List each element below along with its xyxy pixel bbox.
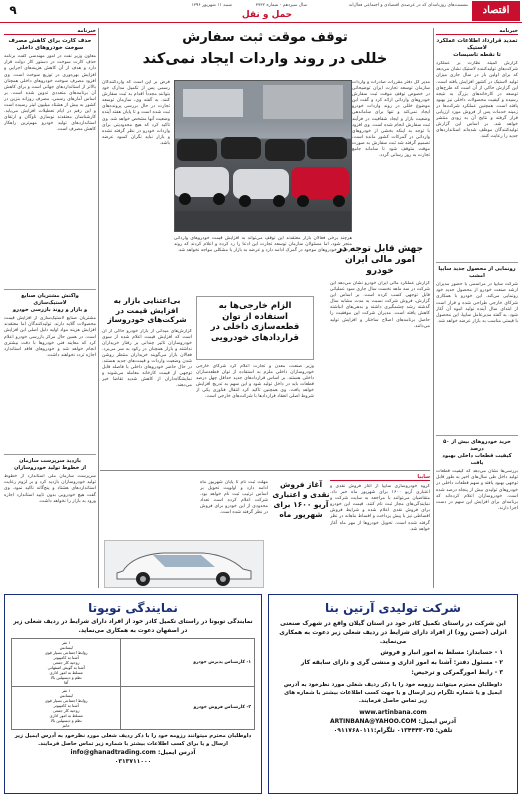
left-column-divider <box>98 28 99 588</box>
toyota-phone[interactable]: ۰۳۱۳۷۱۱۰۰۰ <box>114 758 152 765</box>
right-story2-body: شرکت سایپا در مراسمی با حضور مدیران ارشد صنعت خودرو از محصول جدید خود رونمایی می‌کند. این خودرو با همکاری شرکای خارجی طراحی شده و قرار است از ابتدای سال آینده تولید انبوه آن آغاز شود. به گفته مدیرعامل سایپا، این محصول با قیمتی مناسب به بازار عرضه خواهد شد. <box>436 282 518 324</box>
artin-note: داوطلبان محترم میتوانند رزومه خود را با ذکر ردیف شغلی مورد نظرخود به آدرس ایمیل و یا شماره تلگرام زیر ارسال و یا جهت کسب اطلاعات بیشتر با شماره های زیر تماس حاصل فرمایند. <box>283 682 503 704</box>
masthead-rule <box>0 22 522 23</box>
sale-title: آغاز فروش نقدی و اعتباری آریو ۱۶۰۰ برای شهریور ماه <box>272 480 330 519</box>
price-story <box>102 296 192 466</box>
artin-phone-label: تلفن: <box>435 727 453 734</box>
foreign-story <box>196 296 314 466</box>
toyota-email-label: آدرس ایمیل: <box>157 749 196 756</box>
artin-item-2: ۲ - مسئول دفتر: آشنا به امور اداری و منشی گری و دارای سابقه کار <box>300 659 503 666</box>
main-body-right: مدیر کل دفتر مقررات صادرات و واردات سازمان توسعه تجارت ایران توضیحاتی در خصوص توقف موقت ثبت سفارش خودروهای وارداتی ارائه کرد و گفت این موضوع خللی در روند واردات خودرو ایجاد نمی‌کند و تنها برای ساماندهی وضعیت بازار و ایجاد شفافیت در فرآیند ثبت سفارش انجام شده است. وی افزود با توجه به اینکه بخشی از خودروهای وارداتی در گمرکات کشور مانده است، تصمیم گرفته شد ثبت سفارش به صورت موقت متوقف شود تا سامانه جامع تجارت به روز رسانی گردد. <box>352 80 430 159</box>
ad-toyota <box>4 594 262 794</box>
artin-email[interactable]: ARTINBANA@YAHOO.COM <box>329 718 417 725</box>
section-name: حمل و نقل <box>241 10 293 20</box>
newspaper-logo: اقتصاد <box>472 1 520 21</box>
right-story3-sub: کیفیت قطعات داخلی بهبود یافت <box>442 453 512 467</box>
toyota-job-req: ۱ نفر لیسانس روابط اجتماعی بسیار قوی آشنا به کامپیوتر روحیه کار جمعی مسلط به امور اداری نظم و دیسیپلین بالا خانم <box>12 687 121 730</box>
main-body-left: فرض بر این است که واردکنندگان رسمی پس از تکمیل مدارک خود بتوانند مجدداً اقدام به ثبت سفارش کنند. به گفته وی، سازمان توسعه تجارت در حال بررسی پرونده‌های ثبت شده است و تا پایان هفته آینده وضعیت آنها مشخص خواهد شد. وی تاکید کرد که هیچ محدودیتی برای واردات خودرو در نظر گرفته نشده و بازار نباید نگران کمبود عرضه باشد. <box>102 80 170 146</box>
left-story2-title: واکنش مشتریان صنایع لاستیک‌سازی <box>21 293 79 307</box>
masthead-tagline: نشست‌های روزنامه‌ای که در عرصه‌ی اقتصادی و اجتماعی فعال‌اند <box>348 3 468 8</box>
artin-website[interactable]: www.artinbana.com <box>359 709 427 716</box>
attention-title: جهش قابل توجه در امور مالی ایران خودرو <box>336 244 423 276</box>
right-story1-sub: تا نقطه تاسیسات <box>453 52 501 59</box>
left-story1-sub: سوخت خودروهای داخلی <box>16 45 84 52</box>
artin-email-label: آدرس ایمیل: <box>418 718 457 725</box>
right-story3-title: خرید خودروهای بیش از ۵۰ درصد <box>443 439 511 453</box>
masthead <box>0 0 522 22</box>
toyota-job-role: ۱- کارشناس پذیرش خودرو <box>121 639 255 687</box>
foreign-title: الزام خارجی‌ها به استفاده از توان قطعه‌سازی داخلی در قراردادهای خودرویی <box>210 301 300 343</box>
artin-item-1: ۱ - حسابدار: مسلط به امور انبار و فروش <box>380 649 503 656</box>
toyota-email[interactable]: info@ghanadtrading.com <box>70 749 156 756</box>
foreign-title-box <box>196 296 314 360</box>
ad-artin-bana <box>268 594 518 794</box>
attention-body: گزارش عملکرد مالی ایران خودرو نشان می‌دهد این شرکت در سه ماهه نخست سال جاری سود عملیاتی قابل توجهی کسب کرده است. بر اساس این گزارش، فروش شرکت نسبت به مدت مشابه سال گذشته رشد چشمگیری داشته و بدهی‌های انباشته کاهش یافته است. مدیران شرکت این موفقیت را حاصل برنامه‌های اصلاح ساختار و افزایش تولید می‌دانند. <box>330 281 430 329</box>
sale-body: گروه خودروسازی سایپا از آغاز فروش نقدی و اعتباری آریو ۱۶۰۰ برای شهریور ماه خبر داد. متقاضیان می‌توانند با مراجعه به سایت شرکت و نمایندگی‌های مجاز ثبت نام کنند. قیمت این خودرو برای فروش نقدی اعلام شده و شرایط فروش اقساطی نیز با پیش پرداخت و اقساط ماهانه در نظر گرفته شده است. تحویل خودروها از مهر ماه آغاز خواهد شد. <box>330 484 430 532</box>
artin-intro: این شرکت در راستای تکمیل کادر خود در استان گیلان واقع در شهرک صنعتی انزلی (حسن رود) از افراد دارای شرایط در ردیف شغلی زیر دعوت به همکاری می‌نماید. <box>279 620 507 645</box>
left-story1-title: حذف کارت برای کاهش مصرف <box>8 38 92 45</box>
sale-news-label: سایپا <box>330 474 430 481</box>
main-headline: خللی در روند واردات ایجاد نمی‌کند <box>142 51 388 67</box>
left-section-label: خبرنامه <box>4 28 96 35</box>
price-title: بی‌اعتنایی بازار به افزایش قیمت در شرکت‌های خودروساز <box>107 296 187 324</box>
right-story2-title: رونمایی از محصول جدید سایپا امشب <box>438 266 516 280</box>
sale-body2: مهلت ثبت نام تا پایان شهریور ماه ادامه دارد و اولویت تحویل بر اساس ترتیب ثبت نام خواهد بود. شرکت اعلام کرده است تعداد محدودی از این خودرو برای فروش در نظر گرفته شده است. <box>200 480 268 516</box>
issue-info: سال سیزدهم - شماره ۳۷۳۲ <box>255 3 307 8</box>
right-story1-title: تمدید قرارداد اطلاعات عملکرد لاستیک <box>436 38 518 52</box>
right-story1-body: گزارش کمیته نظارت بر عملکرد شرکت‌های تولیدکننده لاستیک نشان می‌دهد که برای اولین بار در سال جاری میزان تولید لاستیک در کشور افزایش یافته است. این گزارش حاکی از آن است که طرح‌های توسعه در کارخانه‌های بزرگ به نتیجه رسیده و کیفیت محصولات داخلی نیز بهبود یافته است. همچنین عملکرد شرکت‌ها در زمینه خدمات پس از فروش مورد ارزیابی قرار گرفته و نتایج آن به زودی منتشر خواهد شد. بر اساس این گزارش تولیدکنندگان موظف شده‌اند استانداردهای جدید را رعایت کنند. <box>436 61 518 140</box>
left-story1-body: معاون وزیر نفت در امور مهندسی گفت برنامه حذف کارت سوخت در دستور کار دولت قرار دارد و هدف از آن کاهش هزینه‌های اجرایی و افزایش بهره‌وری در توزیع سوخت است. وی افزود مصرف سوخت خودروهای داخلی همچنان بالاتر از استانداردهای جهانی است و برای کاهش آن برنامه‌های متعددی تدوین شده است. بر اساس آمارهای رسمی، مصرف روزانه بنزین در کشور به بیش از هشتاد میلیون لیتر رسیده است و این رقم در ایام تعطیلات افزایش می‌یابد. کارشناسان معتقدند نوسازی ناوگان و ارتقای استانداردهای تولید خودرو مهم‌ترین راهکار کاهش مصرف است. <box>4 54 96 133</box>
left-story3-title: بازدید سرپرست سازمان <box>19 458 81 465</box>
page-number: ۹ <box>9 3 17 17</box>
cars-illustration <box>174 81 351 232</box>
right-column-divider <box>433 28 434 588</box>
artin-title: شرکت تولیدی آرتین بنا <box>325 601 461 615</box>
toyota-title: نمایندگی تویوتا <box>88 601 178 615</box>
main-kicker: توقف موقت ثبت سفارش <box>182 30 348 45</box>
toyota-job-row <box>12 687 255 730</box>
main-body-under: هرچند برخی فعالان بازار معتقدند این توقف می‌تواند به افزایش قیمت خودروهای وارداتی منجر شود، اما مسئولان سازمان توسعه تجارت این ادعا را رد کرده و اعلام کردند که روند ترخیص خودروهای موجود در گمرک ادامه دارد و عرضه به بازار با مشکلی مواجه نخواهد شد. <box>174 236 352 254</box>
toyota-job-role: ۲- کارشناس فروش خودرو <box>121 687 255 730</box>
right-section-label: خبرنامه <box>436 28 518 35</box>
right-story3-body: بررسی‌ها نشان می‌دهد که کیفیت قطعات تولید داخل طی سال‌های اخیر به طور قابل توجهی بهبود یافته و سهم قطعات داخلی در خودروهای تولیدی بیش از پنجاه درصد شده است. خودروسازان اعلام کرده‌اند که برنامه‌ای برای افزایش این سهم در دست اجرا دارند. <box>436 469 518 511</box>
right-column <box>436 28 518 588</box>
toyota-job-req: ۱ نفر لیسانس روابط اجتماعی بسیار قوی آشنا به کامپیوتر روحیه کار جمعی آشنا به گویش اصفهانی مسلط به امور اداری نظم و دیسیپلین بالا آقا <box>12 639 121 687</box>
left-story3-body: سرپرست سازمان ملی استاندارد از خطوط تولید خودروسازان بازدید کرد و بر لزوم رعایت استانداردهای هشتاد و پنج‌گانه تاکید نمود. وی گفت هیچ خودرویی بدون تایید استاندارد اجازه ورود به بازار را نخواهد داشت. <box>4 474 96 504</box>
toyota-note: داوطلبان محترم میتوانند رزومه خود را با ذکر ردیف شغلی مورد نظرخود به آدرس ایمیل زیر ارسال و یا برای کسب اطلاعات بیشتر با شماره زیر تماس حاصل فرمایند. <box>14 733 252 747</box>
foreign-body: وزیر صنعت، معدن و تجارت اعلام کرد شرکای خارجی خودروسازان داخلی ملزم به استفاده از توان قطعه‌سازان داخلی هستند. بر اساس قراردادهای جدید حداقل چهل درصد قطعات باید در داخل تولید شود و این سهم به تدریج افزایش خواهد یافت. وی همچنین تاکید کرد انتقال فناوری یکی از شروط اصلی انعقاد قراردادها با شرکت‌های خارجی است. <box>196 364 314 400</box>
toyota-intro: نمایندگی تویوتا در راستای تکمیل کادر خود از افراد دارای شرایط در ردیف شغلی زیر در اصفهان دعوت به همکاری می‌نماید. <box>13 619 253 634</box>
left-column <box>4 28 96 588</box>
toyota-jobs-table <box>11 638 255 730</box>
price-body: گزارش‌های میدانی از بازار خودرو حاکی از آن است که افزایش قیمت اعلام شده از سوی خودروسازان تاثیر چندانی بر رفتار خریداران نداشته و بازار همچنان در رکود به سر می‌برد. فعالان بازار می‌گویند خریداران منتظر روشن شدن وضعیت واردات و قیمت‌های جدید هستند. در حال حاضر خودروهای داخلی با فاصله قابل توجهی از قیمت کارخانه معامله می‌شوند و نمایشگاه‌داران از کاهش شدید تقاضا خبر می‌دهند. <box>102 328 192 389</box>
toyota-job-row <box>12 639 255 687</box>
left-story2-body: مشتریان صنایع لاستیک‌سازی از افزایش قیمت محصولات گلایه دارند. تولیدکنندگان اما معتقدند افزایش هزینه مواد اولیه دلیل اصلی این افزایش است. در همین حال مرکز بازرسی خودرو اعلام کرد که معاینه فنی خودروها با دقت بیشتری انجام خواهد شد و خودروهای فاقد استاندارد اجازه تردد نخواهند داشت. <box>4 316 96 358</box>
main-photo-cars <box>174 80 352 232</box>
artin-phone[interactable]: ۰۱۳۴۴۴۳۰۳۵ تلگرام:۰۹۱۱۷۶۸۰۱۱۱ <box>333 727 434 734</box>
attention-story <box>330 244 430 454</box>
left-story2-sub: و بازار و روند بازرسی خودرو <box>12 307 88 314</box>
artin-item-3: ۳ - رابط امورگمرکی و ترخیص: <box>411 669 503 676</box>
date-info: شنبه ۱۱ شهریور ۱۳۹۶ <box>191 3 232 8</box>
aurio-car-illustration <box>104 541 263 588</box>
sale-top-rule <box>100 470 430 471</box>
left-story3-sub: از خطوط تولید خودروسازان <box>14 465 86 472</box>
aurio-car-photo <box>104 540 264 588</box>
